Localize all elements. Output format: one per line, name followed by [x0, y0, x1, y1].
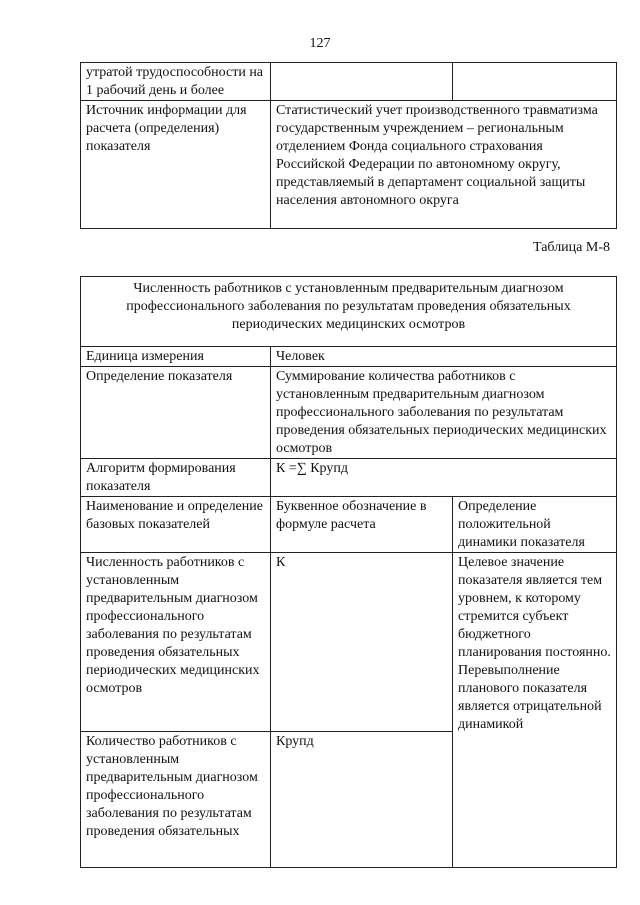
algorithm-formula: К =∑ Крупд — [271, 459, 617, 497]
column-header: Наименование и определение базовых показателей — [81, 497, 271, 553]
base-indicator-symbol: К — [271, 553, 453, 732]
table-title-row — [81, 277, 617, 347]
table-row — [81, 459, 617, 497]
table-row — [81, 553, 617, 732]
row-extra — [453, 63, 617, 101]
table-caption: Таблица М-8 — [533, 240, 610, 255]
source-value: Статистический учет производственного травматизма государственным учреждением – региональным отделением Фонда социального страхования Российской Федерации по автономному округу, представляемый в департамент социальной защиты населения автономного округа — [271, 101, 617, 229]
positive-dynamics: Целевое значение показателя является тем уровнем, к которому стремится субъект бюджетного планирования постоянно. Перевыполнение планового показателя является отрицательной динамикой — [453, 553, 617, 868]
definition-label: Определение показателя — [81, 367, 271, 459]
table-row — [81, 63, 617, 101]
definition-value: Суммирование количества работников с установленным предварительным диагнозом профессионального заболевания по результатам проведения обязательных периодических медицинских осмотров — [271, 367, 617, 459]
page-number: 127 — [309, 36, 331, 51]
column-header: Определение положительной динамики показателя — [453, 497, 617, 553]
row-label: утратой трудоспособности на 1 рабочий день и более — [81, 63, 271, 101]
indicator-table-continued — [80, 62, 617, 229]
unit-value: Человек — [271, 347, 617, 367]
indicator-table-m8 — [80, 276, 617, 868]
table-row — [81, 101, 617, 229]
unit-label: Единица измерения — [81, 347, 271, 367]
source-label: Источник информации для расчета (определения) показателя — [81, 101, 271, 229]
table-row — [81, 347, 617, 367]
column-header-row — [81, 497, 617, 553]
base-indicator-name: Количество работников с установленным предварительным диагнозом профессионального заболевания по результатам проведения обязательных — [81, 732, 271, 868]
table-title: Численность работников с установленным предварительным диагнозом профессионального заболевания по результатам проведения обязательных периодических медицинских осмотров — [81, 277, 617, 347]
base-indicator-symbol: Крупд — [271, 732, 453, 868]
algorithm-label: Алгоритм формирования показателя — [81, 459, 271, 497]
base-indicator-name: Численность работников с установленным предварительным диагнозом профессионального заболевания по результатам проведения обязательных периодических медицинских осмотров — [81, 553, 271, 732]
column-header: Буквенное обозначение в формуле расчета — [271, 497, 453, 553]
table-row — [81, 367, 617, 459]
row-value — [271, 63, 453, 101]
